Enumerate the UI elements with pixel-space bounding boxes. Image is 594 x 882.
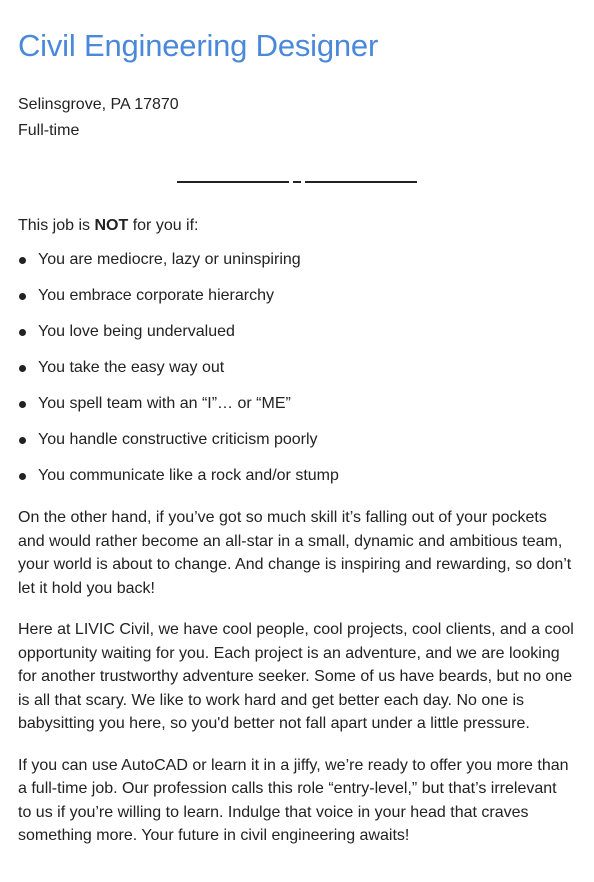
intro-text [18,214,572,238]
bullet-icon [19,473,26,480]
job-location: Selinsgrove, PA 17870 [18,96,179,113]
list-item-text: You handle constructive criticism poorly [38,431,318,448]
job-type: Full-time [18,122,80,139]
list-item-text: You are mediocre, lazy or uninspiring [38,251,301,268]
bullet-icon [19,329,26,336]
paragraph-other-hand: On the other hand, if you’ve got so much skill it’s falling out of your pockets and would rather become an all-star in a small, dynamic and ambitious team, your world is about to change. And change is inspiring and rewarding, so don’t let it hold you back! [18,509,572,597]
divider-line-left [177,181,289,183]
bullet-icon [19,437,26,444]
list-item-text: You communicate like a rock and/or stump [38,467,339,484]
list-item [18,284,572,308]
section-divider [18,144,572,196]
intro-suffix: for you if: [128,217,199,234]
intro-prefix: This job is [18,217,95,234]
list-item [18,392,572,416]
list-item [18,320,572,344]
intro-emphasis: NOT [94,217,129,234]
list-item-text: You take the easy way out [38,359,225,376]
list-item [18,356,572,380]
divider-line-right [305,181,417,183]
list-item-text: You spell team with an “I”… or “ME” [38,395,291,412]
divider-line-middle [293,181,301,183]
job-title: Civil Engineering Designer [18,28,379,63]
bullet-icon [19,365,26,372]
bullet-icon [19,401,26,408]
job-meta [18,92,572,144]
disqualifier-list [18,248,572,488]
bullet-icon [19,257,26,264]
bullet-icon [19,293,26,300]
list-item [18,464,572,488]
paragraph-company: Here at LIVIC Civil, we have cool people, cool projects, cool clients, and a cool opportunity waiting for you. Each project is an adventure, and we are looking for another trustworthy adventure seeker. Some of us have beards, but no one is all that scary. We like to work hard and get better each day. No one is babysitting you here, so you'd better not fall apart under a little pressure. [18,621,574,732]
list-item-text: You embrace corporate hierarchy [38,287,274,304]
list-item [18,428,572,452]
list-item-text: You love being undervalued [38,323,235,340]
paragraph-autocad: If you can use AutoCAD or learn it in a jiffy, we’re ready to offer you more than a full-time job. Our profession calls this role “entry-level,” but that’s irrelevant to us if you’re willing to learn. Indulge that voice in your head that craves something more. Your future in civil engineering awaits! [18,756,569,844]
list-item [18,248,572,272]
